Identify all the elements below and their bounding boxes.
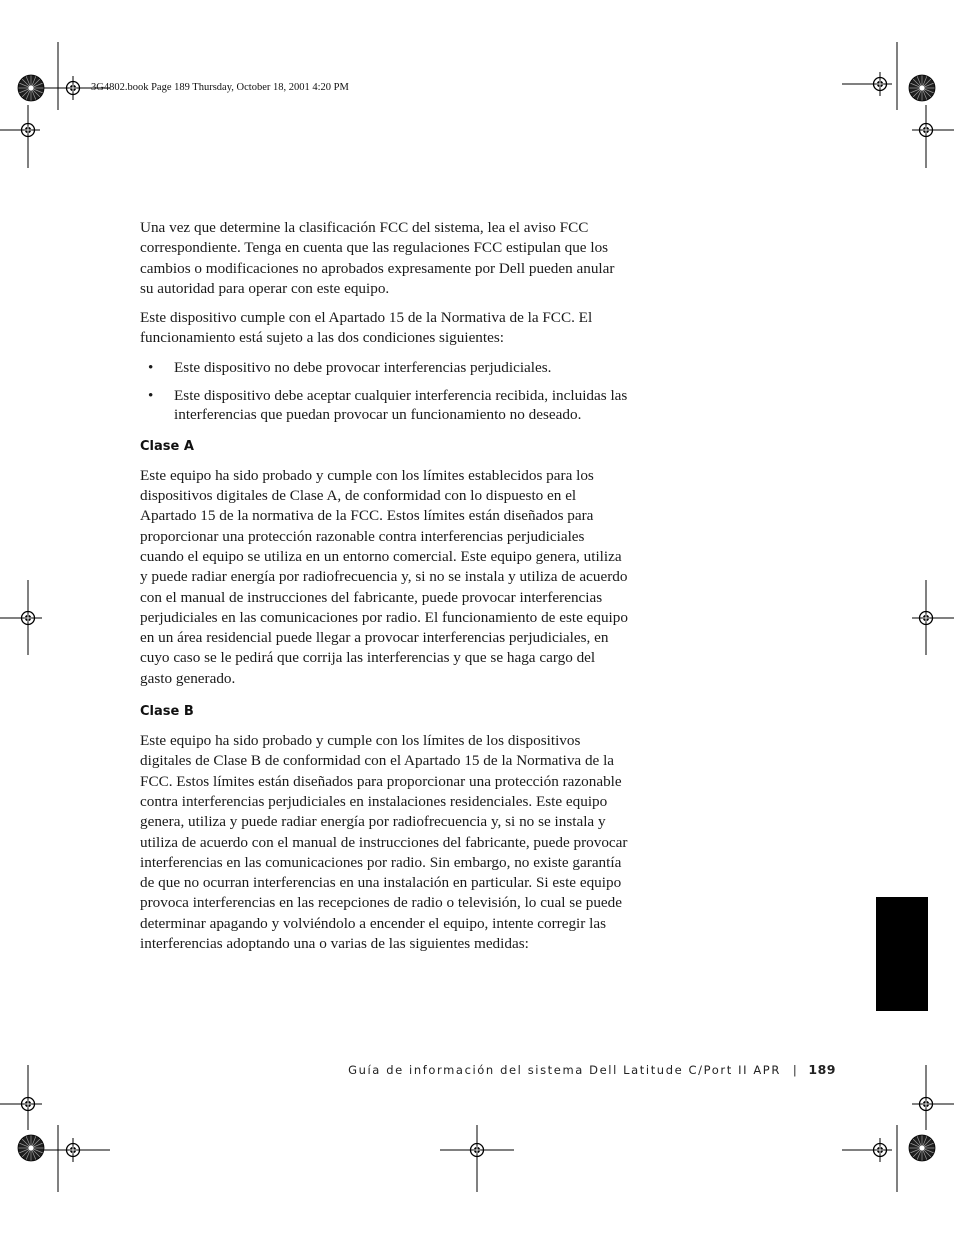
condition-text: Este dispositivo debe aceptar cualquier interferencia recibida, incluidas las interferencias que puedan provocar un funcionamiento no deseado. xyxy=(174,386,628,423)
bullet-icon: • xyxy=(148,358,154,376)
class-b-heading: Clase B xyxy=(140,704,194,720)
class-b-paragraph: Este equipo ha sido probado y cumple con los límites de los dispositivos digitales de Clase B de conformidad con el Apartado 15 de la Normativa de la FCC. Estos límites están diseñados para proporcionar una protección razonable contra interferencias perjudiciales en instalaciones residenciales. Este equipo genera, utiliza y puede radiar energía por radiofrecuencia y, si no se instala y utiliza de acuerdo con el manual de instrucciones del fabricante, puede provocar interferencias en las comunicaciones por radio. Sin embargo, no existe garantía de que no ocurran interferencias en una instalación en particular. Si este equipo provoca interferencias en las recepciones de radio o televisión, lo cual se puede determinar apagando y volviéndolo a encender el equipo, intente corregir las interferencias adoptando una o varias de las siguientes medidas: xyxy=(140,732,628,953)
conditions-list xyxy=(140,358,630,424)
print-slug: 3G4802.book Page 189 Thursday, October 18, 2001 4:20 PM xyxy=(91,82,349,93)
section-thumb-tab xyxy=(876,897,928,1011)
crosshair-target-icon xyxy=(16,118,40,142)
starburst-register-icon xyxy=(18,1135,44,1161)
crosshair-target-icon xyxy=(868,72,892,96)
page-footer xyxy=(348,1062,836,1077)
starburst-register-icon xyxy=(909,1135,935,1161)
crosshair-target-icon xyxy=(16,606,40,630)
crosshair-target-icon xyxy=(61,1138,85,1162)
class-a-paragraph: Este equipo ha sido probado y cumple con los límites establecidos para los dispositivos digitales de Clase A, de conformidad con lo dispuesto en el Apartado 15 de la normativa de la FCC. Estos límites están diseñados para proporcionar una protección razonable contra interferencias perjudiciales cuando el equipo se utiliza en un entorno comercial. Este equipo genera, utiliza y puede radiar energía por radiofrecuencia y, si no se instala y utiliza de acuerdo con el manual de instrucciones del fabricante, puede provocar interferencias perjudiciales en las comunicaciones por radio. El funcionamiento de este equipo en un área residencial puede llegar a provocar interferencias perjudiciales, en cuyo caso se le pedirá que corrija las interferencias y que se haga cargo del gasto generado. xyxy=(140,466,628,687)
condition-text: Este dispositivo no debe provocar interferencias perjudiciales. xyxy=(174,358,552,376)
bullet-icon: • xyxy=(148,386,154,404)
crosshair-target-icon xyxy=(16,1092,40,1116)
list-item xyxy=(140,386,630,424)
page-number: 189 xyxy=(808,1062,836,1077)
list-item xyxy=(140,358,630,377)
starburst-register-icon xyxy=(909,75,935,101)
page-content xyxy=(140,218,630,963)
compliance-paragraph: Este dispositivo cumple con el Apartado 15 de la Normativa de la FCC. El funcionamiento está sujeto a las dos condiciones siguientes: xyxy=(140,309,593,347)
crosshair-target-icon xyxy=(868,1138,892,1162)
book-title: Guía de información del sistema Dell Latitude C/Port II APR xyxy=(348,1063,781,1077)
crosshair-target-icon xyxy=(914,118,938,142)
class-a-heading: Clase A xyxy=(140,438,194,454)
crosshair-target-icon xyxy=(61,76,85,100)
footer-separator: | xyxy=(792,1063,799,1077)
crosshair-target-icon xyxy=(914,1092,938,1116)
intro-paragraph: Una vez que determine la clasificación FCC del sistema, lea el aviso FCC correspondiente. Tenga en cuenta que las regulaciones FCC estipulan que los cambios o modificaciones no aprobados expresamente por Dell pueden anular su autoridad para operar con este equipo. xyxy=(140,219,615,297)
starburst-register-icon xyxy=(18,75,44,101)
crosshair-target-icon xyxy=(914,606,938,630)
crosshair-target-icon xyxy=(465,1138,489,1162)
